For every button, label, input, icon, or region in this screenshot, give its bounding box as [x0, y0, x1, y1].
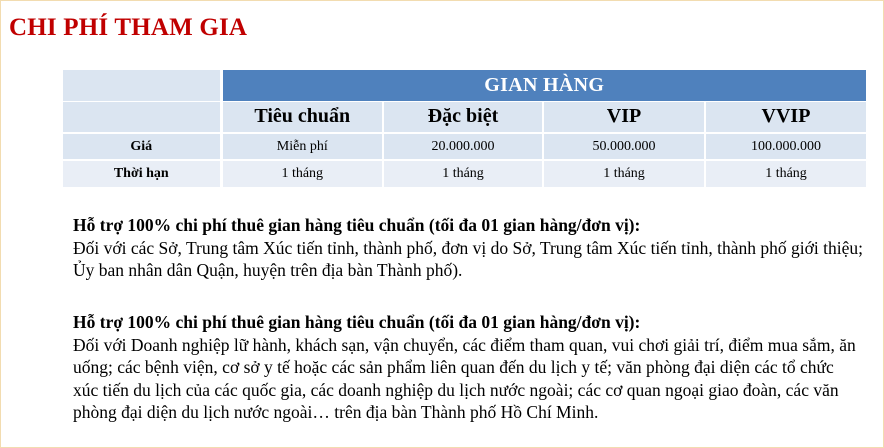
price-dac-biet: 20.000.000 — [383, 133, 543, 160]
duration-dac-biet: 1 tháng — [383, 160, 543, 187]
row-label-thoi-han: Thời hạn — [63, 160, 221, 187]
table-group-header-row — [63, 70, 866, 101]
price-tieu-chuan: Miễn phí — [221, 133, 383, 160]
table-corner-cell-2 — [63, 101, 221, 133]
column-header-tieu-chuan: Tiêu chuẩn — [221, 101, 383, 133]
support-section-2 — [73, 311, 863, 424]
column-header-vvip: VVIP — [705, 101, 866, 133]
support-body: Đối với Doanh nghiệp lữ hành, khách sạn, vận chuyển, các điểm tham quan, vui chơi giải trí, điểm mua sắm, ăn uống; các bệnh viện, cơ sở y tế hoặc các sản phẩm liên quan đến du lịch y tế; văn phòng đại diện các tổ chức xúc tiến du lịch của các quốc gia, các doanh nghiệp du lịch nước ngoài; các cơ quan ngoại giao đoàn, các văn phòng đại diện du lịch nước ngoài… trên địa bàn Thành phố Hồ Chí Minh. — [73, 334, 856, 422]
group-header-gian-hang: GIAN HÀNG — [221, 70, 866, 101]
table-corner-cell — [63, 70, 221, 101]
support-section-1 — [73, 214, 863, 282]
page-title: CHI PHÍ THAM GIA — [9, 14, 248, 41]
table-row — [63, 160, 866, 187]
duration-vip: 1 tháng — [543, 160, 705, 187]
pricing-table — [63, 70, 866, 187]
support-body: Đối với các Sở, Trung tâm Xúc tiến tỉnh, thành phố, đơn vị do Sở, Trung tâm Xúc tiến tỉnh, thành phố giới thiệu; Ủy ban nhân dân Quận, huyện trên địa bàn Thành phố). — [73, 237, 863, 280]
table-row — [63, 133, 866, 160]
price-vip: 50.000.000 — [543, 133, 705, 160]
column-header-dac-biet: Đặc biệt — [383, 101, 543, 133]
support-heading: Hỗ trợ 100% chi phí thuê gian hàng tiêu chuẩn (tối đa 01 gian hàng/đơn vị): — [73, 215, 641, 235]
duration-tieu-chuan: 1 tháng — [221, 160, 383, 187]
duration-vvip: 1 tháng — [705, 160, 866, 187]
column-header-vip: VIP — [543, 101, 705, 133]
table-column-header-row — [63, 101, 866, 133]
price-vvip: 100.000.000 — [705, 133, 866, 160]
support-heading: Hỗ trợ 100% chi phí thuê gian hàng tiêu chuẩn (tối đa 01 gian hàng/đơn vị): — [73, 312, 641, 332]
row-label-gia: Giá — [63, 133, 221, 160]
